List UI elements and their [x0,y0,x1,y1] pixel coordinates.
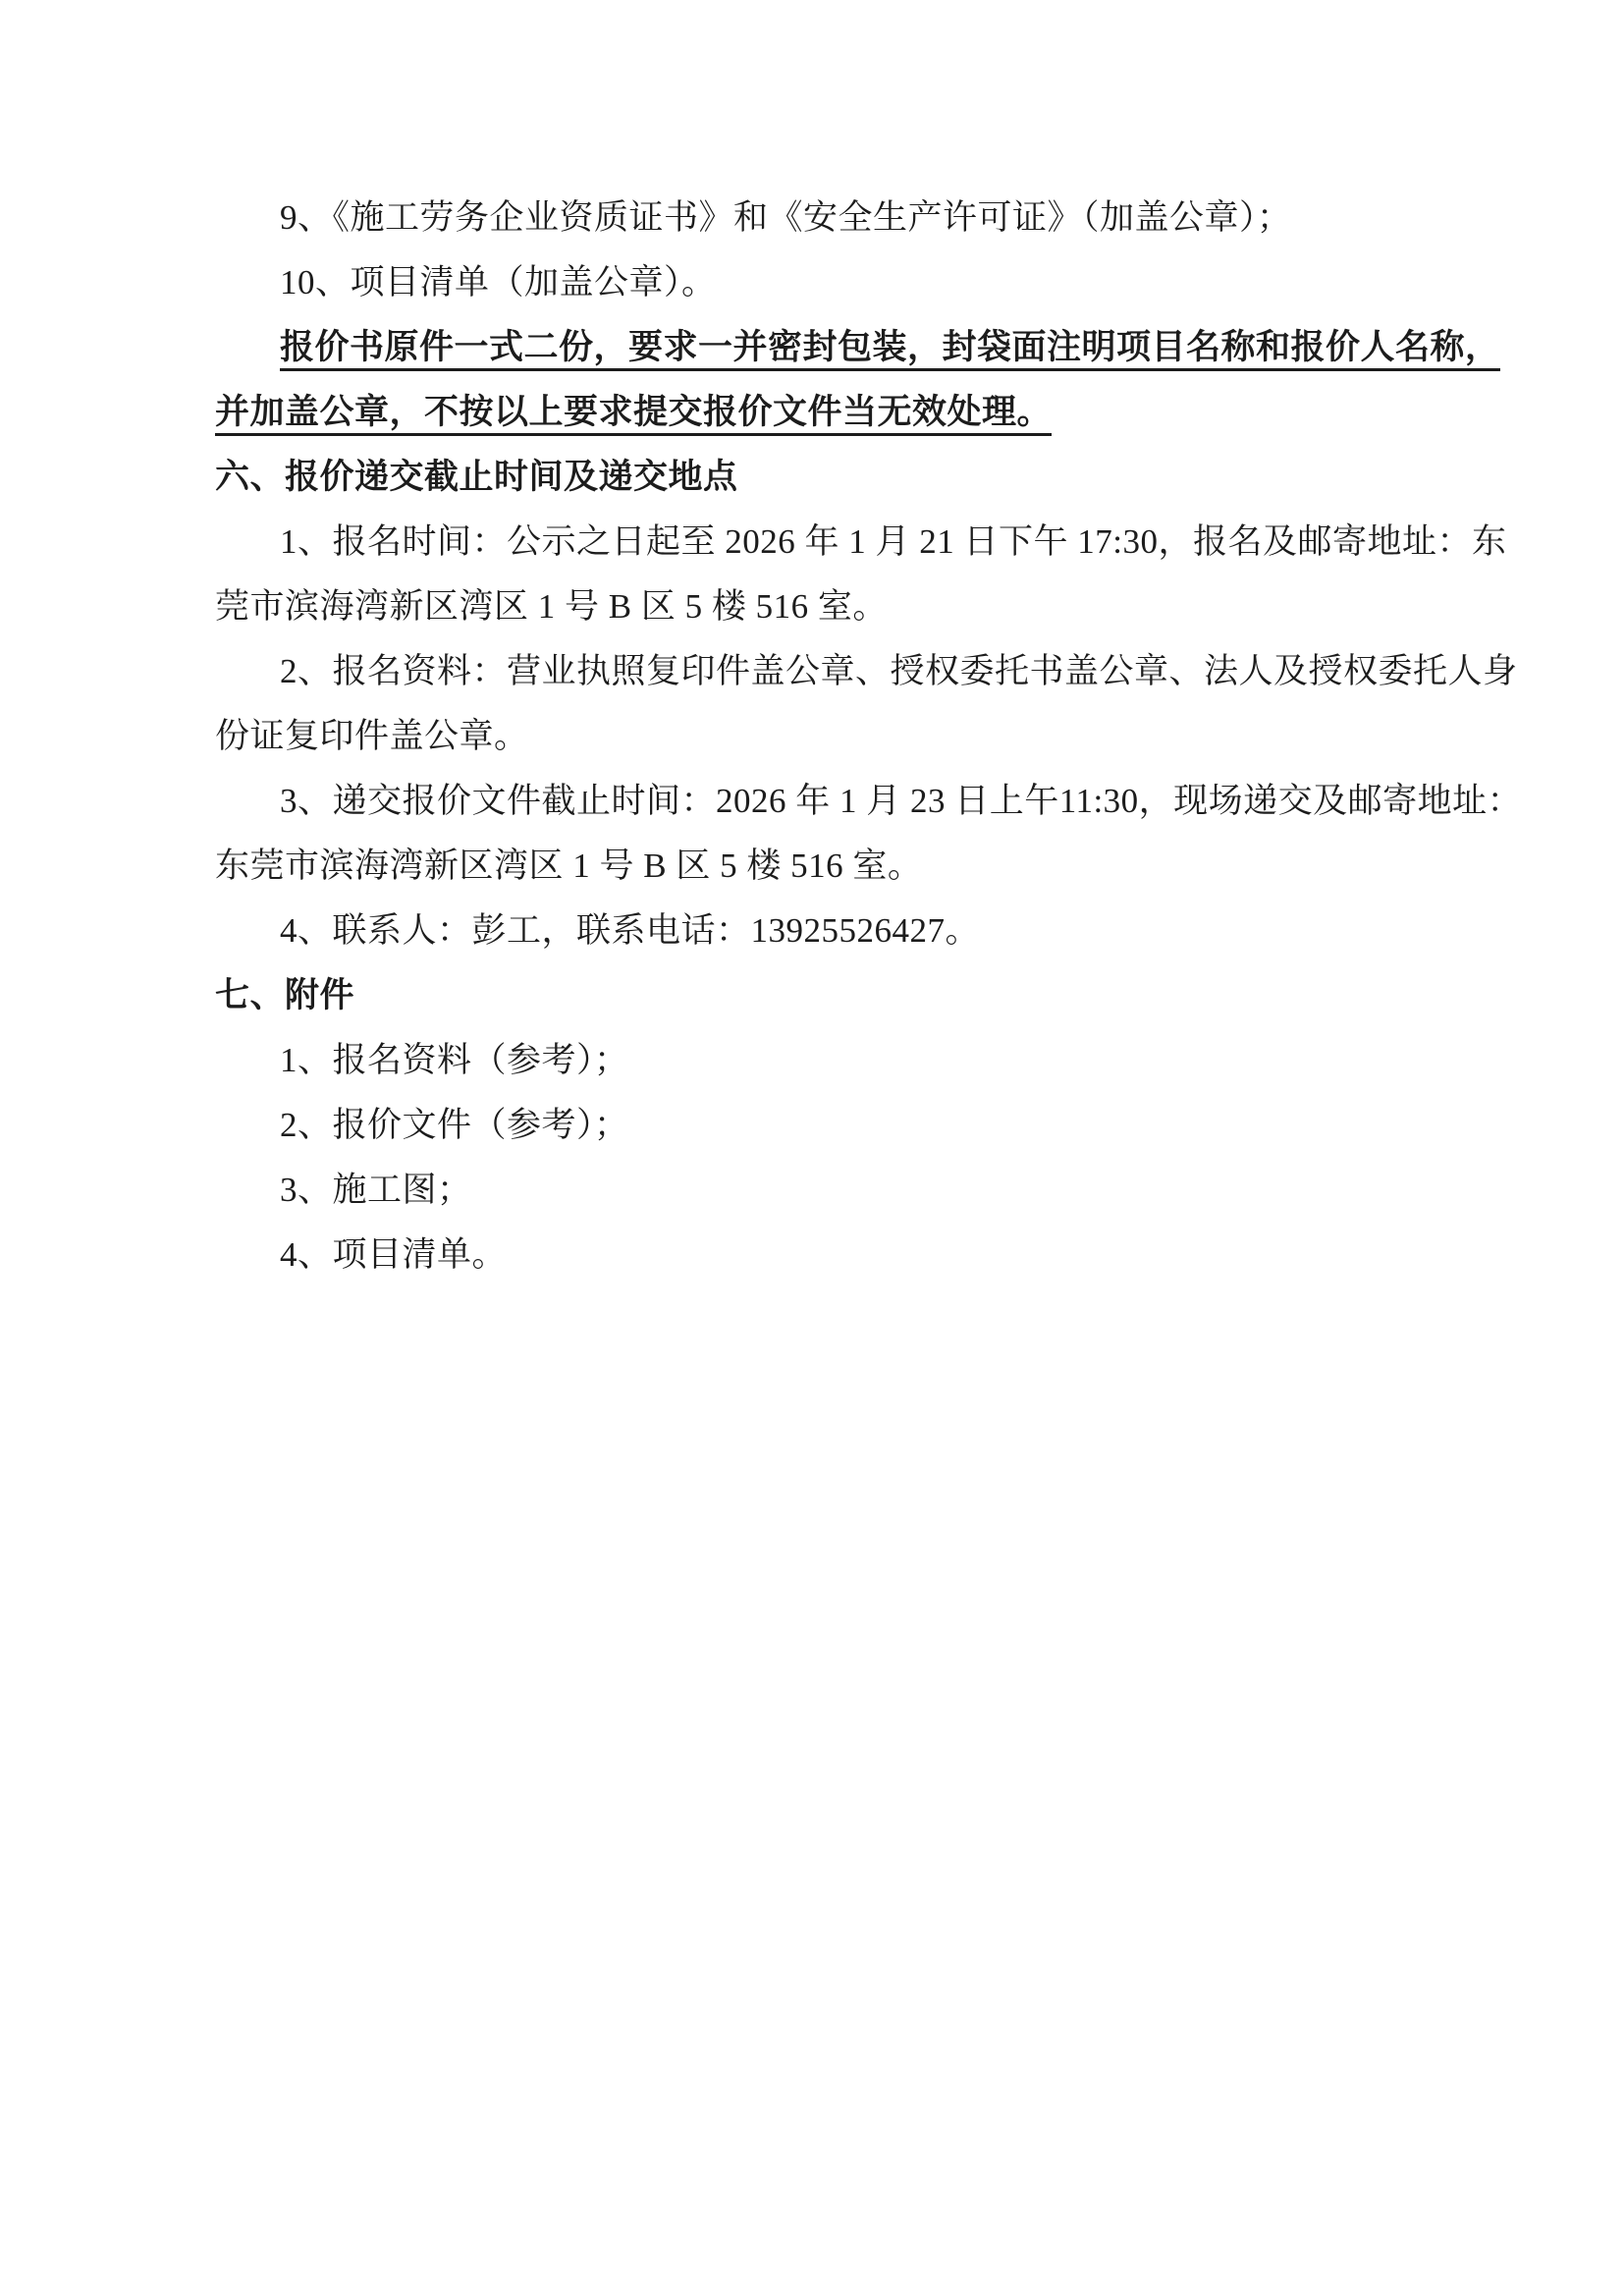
registration-materials-line-1: 2、报名资料：营业执照复印件盖公章、授权委托书盖公章、法人及授权委托人身 [280,652,1518,690]
registration-materials-line-2: 份证复印件盖公章。 [215,717,529,755]
section-6-heading: 六、报价递交截止时间及递交地点 [215,458,738,496]
project-list-item: 10、项目清单（加盖公章）。 [280,263,717,301]
attachment-item-2: 2、报价文件（参考）； [280,1106,629,1144]
submission-deadline-line-2: 东莞市滨海湾新区湾区 1 号 B 区 5 楼 516 室。 [215,847,923,885]
qualification-certificates-item: 9、《施工劳务企业资质证书》和《安全生产许可证》（加盖公章）； [280,198,1292,237]
sealed-packaging-notice-line-2 [215,380,1444,445]
attachment-item-4: 4、项目清单。 [280,1235,508,1274]
sealed-packaging-notice-line-1 [215,315,1500,380]
section-7-heading: 七、附件 [215,976,355,1014]
submission-deadline-line-1: 3、递交报价文件截止时间：2026 年 1 月 23 日上午11:30，现场递交及邮寄地址： [280,782,1523,820]
attachment-item-1: 1、报名资料（参考）； [280,1041,629,1079]
registration-time-line-2: 莞市滨海湾新区湾区 1 号 B 区 5 楼 516 室。 [215,587,888,626]
underlined-text: 并加盖公章，不按以上要求提交报价文件当无效处理。 [215,393,1052,436]
contact-person-item: 4、联系人：彭工，联系电话：13925526427。 [280,911,981,950]
underlined-text: 报价书原件一式二份，要求一并密封包装，封袋面注明项目名称和报价人名称， [280,328,1500,371]
attachment-item-3: 3、施工图； [280,1171,472,1209]
registration-time-line-1: 1、报名时间：公示之日起至 2026 年 1 月 21 日下午 17:30，报名及邮寄地址：东 [280,522,1507,561]
document-body [215,186,1523,1287]
